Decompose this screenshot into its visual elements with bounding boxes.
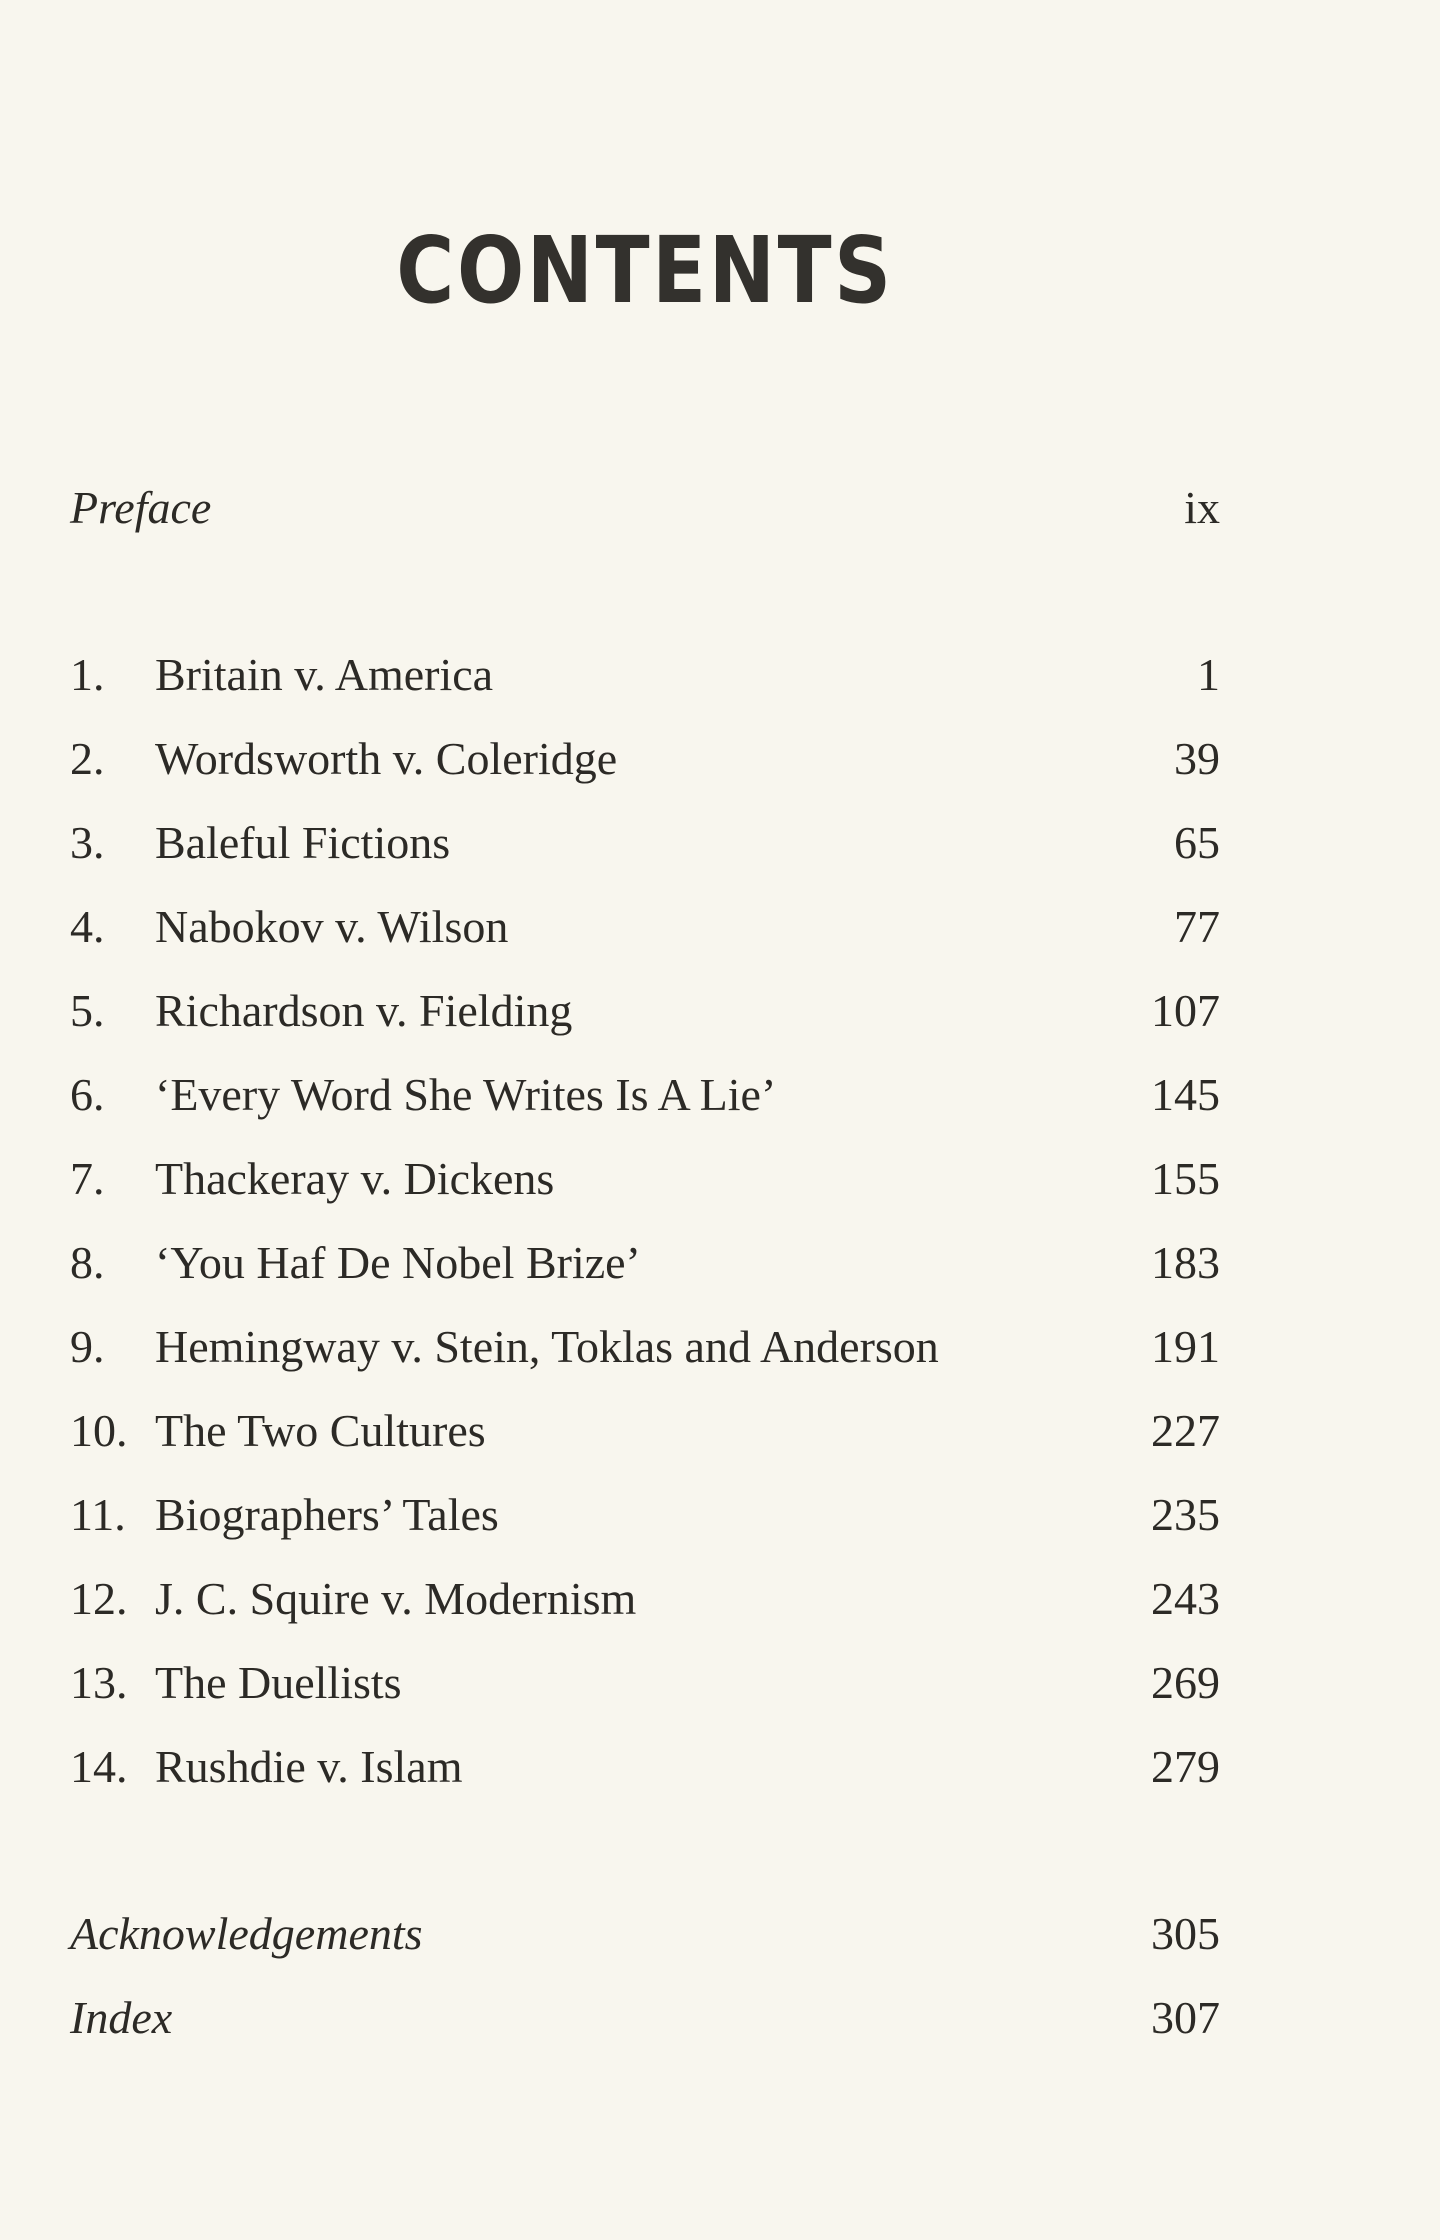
- toc-entry-chapter-3[interactable]: [70, 808, 1220, 878]
- chapter-title: Nabokov v. Wilson: [155, 901, 509, 952]
- toc-entry-label: Preface: [70, 482, 212, 533]
- toc-entry-chapter-11[interactable]: [70, 1480, 1220, 1550]
- page-title: CONTENTS: [396, 217, 894, 324]
- chapter-title: Baleful Fictions: [155, 817, 451, 868]
- chapter-title: The Duellists: [155, 1657, 402, 1708]
- chapter-title: Biographers’ Tales: [155, 1489, 499, 1540]
- toc-entry-preface[interactable]: [70, 473, 1220, 543]
- toc-page-number: 77: [1174, 901, 1220, 952]
- chapter-number: 11.: [70, 1489, 126, 1540]
- chapter-title: J. C. Squire v. Modernism: [155, 1573, 637, 1624]
- chapter-title: Richardson v. Fielding: [155, 985, 573, 1036]
- chapter-title: Britain v. America: [155, 649, 494, 700]
- chapter-number: 2.: [70, 733, 105, 784]
- chapter-number: 5.: [70, 985, 105, 1036]
- chapter-title: ‘Every Word She Writes Is A Lie’: [155, 1069, 777, 1120]
- chapter-number: 7.: [70, 1153, 105, 1204]
- toc-page-number: ix: [1184, 482, 1220, 533]
- toc-entry-index[interactable]: [70, 1983, 1220, 2053]
- toc-page-number: 269: [1151, 1657, 1220, 1708]
- chapter-number: 14.: [70, 1741, 128, 1792]
- toc-entry-chapter-6[interactable]: [70, 1060, 1220, 1130]
- toc-page-number: 65: [1174, 817, 1220, 868]
- toc-entry-chapter-4[interactable]: [70, 892, 1220, 962]
- chapter-title: ‘You Haf De Nobel Brize’: [155, 1237, 641, 1288]
- toc-page-number: 235: [1151, 1489, 1220, 1540]
- toc-entry-chapter-12[interactable]: [70, 1564, 1220, 1634]
- toc-page-number: 155: [1151, 1153, 1220, 1204]
- toc-entry-chapter-2[interactable]: [70, 724, 1220, 794]
- chapter-number: 10.: [70, 1405, 128, 1456]
- toc-page-number: 183: [1151, 1237, 1220, 1288]
- toc-page-number: 107: [1151, 985, 1220, 1036]
- chapter-title: Hemingway v. Stein, Toklas and Anderson: [155, 1321, 939, 1372]
- chapter-title: Rushdie v. Islam: [155, 1741, 463, 1792]
- toc-page-number: 279: [1151, 1741, 1220, 1792]
- chapter-number: 3.: [70, 817, 105, 868]
- chapter-number: 13.: [70, 1657, 128, 1708]
- toc-page-number: 191: [1151, 1321, 1220, 1372]
- toc-entry-label: Index: [70, 1992, 173, 2043]
- toc-entry-chapter-8[interactable]: [70, 1228, 1220, 1298]
- toc-entry-chapter-1[interactable]: [70, 640, 1220, 710]
- toc-page-number: 243: [1151, 1573, 1220, 1624]
- chapter-number: 12.: [70, 1573, 128, 1624]
- chapter-number: 9.: [70, 1321, 105, 1372]
- toc-page-number: 1: [1197, 649, 1220, 700]
- toc-page-number: 227: [1151, 1405, 1220, 1456]
- chapter-title: Wordsworth v. Coleridge: [155, 733, 618, 784]
- toc-page-number: 305: [1151, 1908, 1220, 1959]
- chapter-number: 8.: [70, 1237, 105, 1288]
- chapter-title: Thackeray v. Dickens: [155, 1153, 555, 1204]
- toc-entry-chapter-14[interactable]: [70, 1732, 1220, 1802]
- toc-entry-chapter-13[interactable]: [70, 1648, 1220, 1718]
- chapter-number: 4.: [70, 901, 105, 952]
- chapter-number: 6.: [70, 1069, 105, 1120]
- toc-entry-chapter-5[interactable]: [70, 976, 1220, 1046]
- toc-entry-chapter-7[interactable]: [70, 1144, 1220, 1214]
- toc-page-number: 39: [1174, 733, 1220, 784]
- toc-entry-label: Acknowledgements: [70, 1908, 423, 1959]
- toc-entry-chapter-10[interactable]: [70, 1396, 1220, 1466]
- chapter-title: The Two Cultures: [155, 1405, 486, 1456]
- toc-entry-chapter-9[interactable]: [70, 1312, 1220, 1382]
- toc-page-number: 307: [1151, 1992, 1220, 2043]
- toc-page-number: 145: [1151, 1069, 1220, 1120]
- chapter-number: 1.: [70, 649, 105, 700]
- toc-entry-acknowledgements[interactable]: [70, 1899, 1220, 1969]
